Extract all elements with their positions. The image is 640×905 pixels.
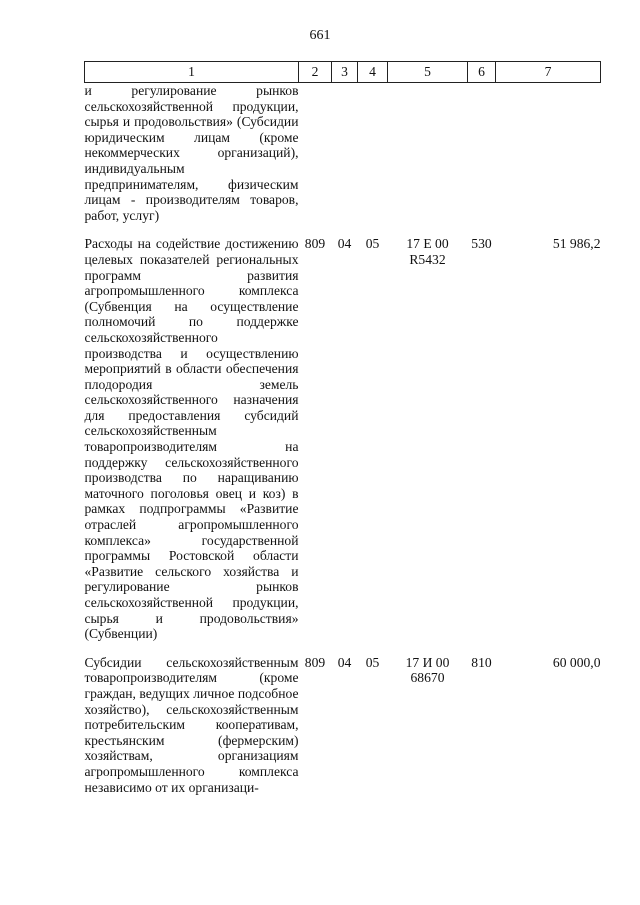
cell-amount: 51 986,2 [552, 236, 601, 252]
page-number: 661 [309, 28, 331, 43]
cell-subsection: 05 [365, 236, 380, 252]
cell-subsection: 05 [365, 654, 380, 670]
column-header: 6 [468, 62, 496, 83]
table-row [85, 655, 601, 795]
cell-section: 04 [337, 236, 352, 252]
cell-expense-type [468, 83, 496, 224]
column-header: 4 [358, 62, 388, 83]
row-description: Расходы на содействие достижению целевых показателей региональных программ развития агропромышленного комплекса (Субвенция на осуществление полномочий по поддержке сельскохозяйственного производства и осуществлению мероприятий в области обеспечения плодородия земель сельскохозяйственного назначения для предоставления субсидий сельскохозяйственным товаропроизводителям на поддержку сельскохозяйственного производства по наращиванию маточного поголовья овец и коз) в рамках подпрограммы «Развитие отраслей агропромышленного комплекса» государственной программы Ростовской области «Развитие сельского хозяйства и регулирование рынков сельскохозяйственной продукции, сырья и продовольствия» (Субвенции) [84, 236, 299, 642]
table-row [85, 236, 601, 641]
header-row [85, 62, 601, 83]
column-header: 2 [299, 62, 332, 83]
cell-ministry-code [299, 83, 332, 224]
cell-target-item: 17 Е 00 R5432 [406, 236, 449, 267]
budget-table [84, 61, 601, 795]
column-header: 5 [388, 62, 468, 83]
cell-target-item [388, 83, 468, 224]
cell-ministry-code: 809 [304, 236, 326, 252]
cell-section: 04 [337, 654, 352, 670]
cell-amount: 60 000,0 [552, 654, 601, 670]
cell-expense-type: 810 [471, 654, 492, 670]
row-description: и регулирование рынков сельскохозяйственной продукции, сырья и продовольствия» (Субсидии юридическим лицам (кроме некоммерческих организаций), индивидуальным предпринимателям, физическим лицам - производителям товаров, работ, услуг) [84, 83, 299, 223]
cell-amount [496, 83, 601, 224]
column-header: 3 [332, 62, 358, 83]
row-description: Субсидии сельскохозяйственным товаропроизводителям (кроме граждан, ведущих личное подсобное хозяйство), сельскохозяйственным потребительским кооперативам, крестьянским (фермерским) хозяйствам, организациям агропромышленного комплекса независимо от их организаци- [84, 654, 299, 795]
column-header: 7 [496, 62, 601, 83]
cell-section [332, 83, 358, 224]
cell-subsection [358, 83, 388, 224]
cell-expense-type: 530 [471, 236, 492, 252]
cell-ministry-code: 809 [304, 654, 326, 670]
table-row [85, 83, 601, 224]
column-header: 1 [85, 62, 299, 83]
cell-target-item: 17 И 00 68670 [405, 654, 450, 686]
